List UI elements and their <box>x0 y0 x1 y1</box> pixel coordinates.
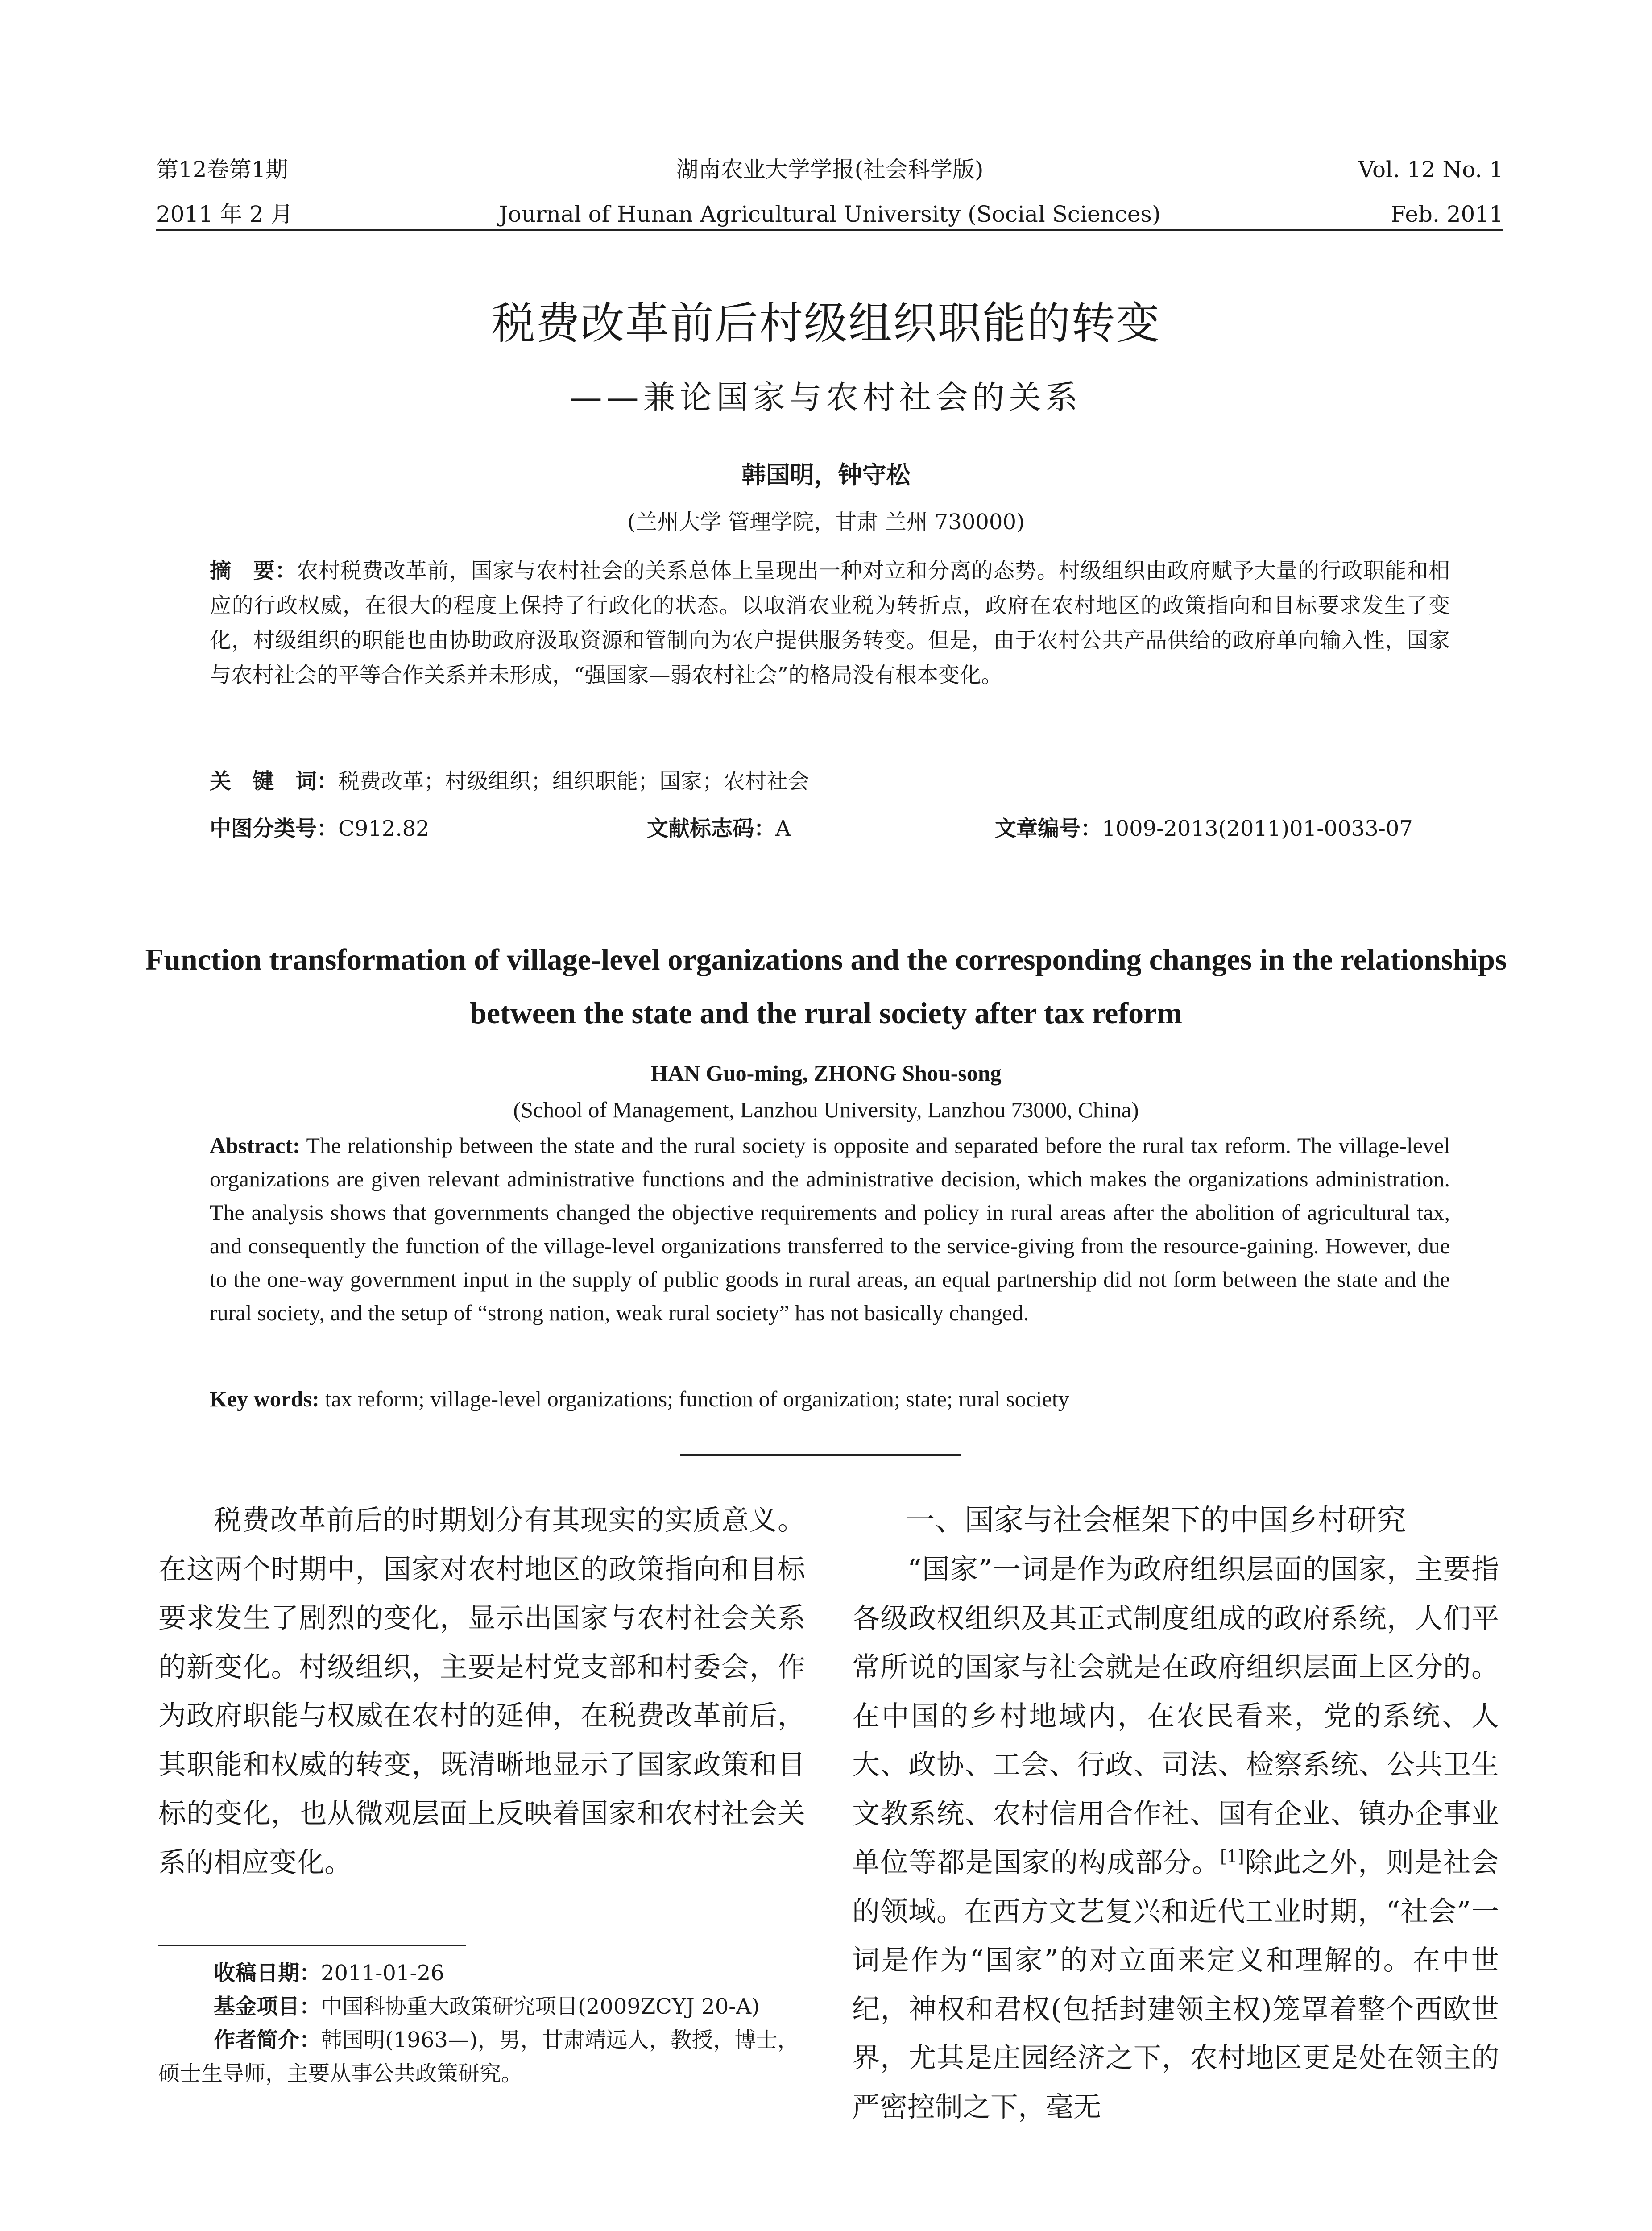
abstract-cn-label: 摘 要： <box>210 558 297 583</box>
volume-cn: 第12卷第1期 <box>156 157 288 182</box>
footnote-author <box>158 2024 805 2090</box>
clc-number <box>210 811 430 846</box>
abstract-en-label: Abstract: <box>210 1133 300 1158</box>
volume-en: Vol. 12 No. 1 <box>1358 157 1503 182</box>
footnote-fund <box>158 1990 805 2024</box>
journal-name-cn: 湖南农业大学学报(社会科学版) <box>676 157 984 182</box>
section1-text-b: 除此之外，则是社会的领域。在西方文艺复兴和近代工业时期，“社会”一词是作为“国家”的对立面来定义和理解的。在中世纪，神权和君权(包括封建领主权)笼罩着整个西欧世界，尤其是庄园经济之下，农村地区更是处在领主的严密控制之下，毫无 <box>852 1846 1499 2123</box>
author-label: 作者简介： <box>214 2028 321 2053</box>
section1-text-a: “国家”一词是作为政府组织层面的国家，主要指各级政权组织及其正式制度组成的政府系统，人们平常所说的国家与社会就是在政府组织层面上区分的。在中国的乡村地域内，在农民看来，党的系统、人大、政协、工会、行政、司法、检察系统、公共卫生文教系统、农村信用合作社、国有企业、镇办企事业单位等都是国家的构成部分。 <box>852 1553 1499 1879</box>
article-value: 1009-2013(2011)01-0033-07 <box>1102 816 1413 841</box>
abstract-en <box>210 1129 1450 1330</box>
affiliation-cn: (兰州大学 管理学院，甘肃 兰州 730000) <box>627 510 1025 535</box>
intro-paragraph: 税费改革前后的时期划分有其现实的实质意义。在这两个时期中，国家对农村地区的政策指向和目标要求发生了剧烈的变化，显示出国家与农村社会关系的新变化。村级组织，主要是村党支部和村委会，作为政府职能与权威在农村的延伸，在税费改革前后，其职能和权威的转变，既清晰地显示了国家政策和目标的变化，也从微观层面上反映着国家和农村社会关系的相应变化。 <box>158 1504 805 1879</box>
section-divider <box>680 1454 961 1456</box>
keywords-en-text: tax reform; village-level organizations; function of organization; state; rural society <box>325 1386 1069 1411</box>
keywords-en <box>210 1382 1450 1416</box>
clc-label: 中图分类号： <box>210 816 339 841</box>
body-column-right <box>852 1496 1499 2131</box>
abstract-cn <box>210 553 1450 693</box>
fund-label: 基金项目： <box>214 1994 321 2019</box>
abstract-en-text: The relationship between the state and the rural society is opposite and separated before the rural tax reform. The village-level organizations are given relevant administrative functions and the administrative decision, which makes the organizations administration. The analysis shows that governments changed the objective requirements and policy in rural areas after the abolition of agricultural tax, and consequently the function of the village-level organizations transferred to the service-giving from the resource-gaining. However, due to the one-way government input in the supply of public goods in rural areas, an equal partnership did not form between the state and the rural society, and the setup of “strong nation, weak rural society” has not basically changed. <box>210 1133 1450 1325</box>
fund-value: 中国科协重大政策研究项目(2009ZCYJ 20-A) <box>321 1994 760 2019</box>
author-value: 韩国明(1963—)，男，甘肃靖远人，教授，博士，硕士生导师，主要从事公共政策研究。 <box>158 2028 799 2086</box>
received-value: 2011-01-26 <box>321 1961 444 1986</box>
footnote-rule <box>158 1945 466 1946</box>
footnote-received <box>158 1957 805 1990</box>
section-heading: 一、国家与社会框架下的中国乡村研究 <box>906 1503 1406 1537</box>
doc-label: 文献标志码： <box>647 816 776 841</box>
received-label: 收稿日期： <box>214 1961 321 1986</box>
article-number <box>995 811 1413 846</box>
authors-cn: 韩国明，钟守松 <box>741 461 911 489</box>
keywords-en-label: Key words: <box>210 1386 319 1411</box>
paper-title-en: Function transformation of village-level organizations and the corresponding changes in the relationships between the state and the rural society after tax reform <box>145 942 1507 1030</box>
paper-title-cn: 税费改革前后村级组织职能的转变 <box>491 298 1161 349</box>
journal-name-en: Journal of Hunan Agricultural University (Social Sciences) <box>499 201 1161 227</box>
keywords-cn-label: 关 键 词： <box>210 769 339 794</box>
body-column-left <box>158 1496 805 1887</box>
paper-subtitle-cn: ——兼论国家与农村社会的关系 <box>570 378 1082 416</box>
footnotes <box>158 1957 805 2090</box>
running-header <box>156 147 1503 236</box>
date-en: Feb. 2011 <box>1391 201 1503 227</box>
doc-value: A <box>775 816 791 841</box>
abstract-cn-text: 农村税费改革前，国家与农村社会的关系总体上呈现出一种对立和分离的态势。村级组织由政府赋予大量的行政职能和相应的行政权威，在很大的程度上保持了行政化的状态。以取消农业税为转折点，政府在农村地区的政策指向和目标要求发生了变化，村级组织的职能也由协助政府汲取资源和管制向为农户提供服务转变。但是，由于农村公共产品供给的政府单向输入性，国家与农村社会的平等合作关系并未形成，“强国家—弱农村社会”的格局没有根本变化。 <box>210 558 1450 688</box>
affiliation-en: (School of Management, Lanzhou University, Lanzhou 73000, China) <box>513 1097 1139 1122</box>
date-cn: 2011 年 2 月 <box>156 201 293 227</box>
authors-en: HAN Guo-ming, ZHONG Shou-song <box>650 1061 1002 1086</box>
article-label: 文章编号： <box>995 816 1102 841</box>
citation-ref[interactable]: [1] <box>1220 1846 1244 1866</box>
keywords-cn <box>210 764 1450 799</box>
section1-paragraph <box>852 1545 1499 2131</box>
document-code <box>647 811 791 846</box>
keywords-cn-text: 税费改革；村级组织；组织职能；国家；农村社会 <box>338 769 810 794</box>
header-rule <box>156 229 1503 231</box>
clc-value: C912.82 <box>338 816 430 841</box>
